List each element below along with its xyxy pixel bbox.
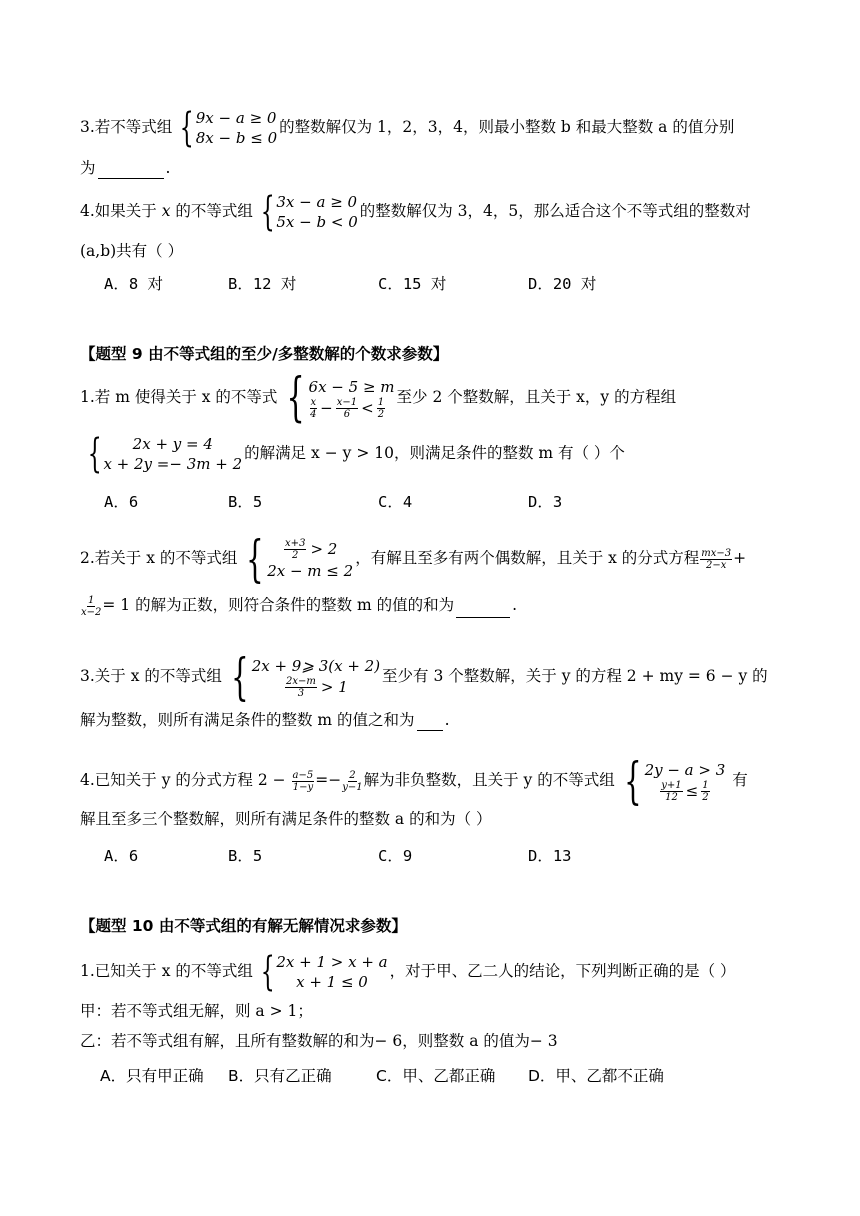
question-9-1-cont: [80, 431, 820, 477]
s9q2-prefix: 2.若关于 x 的不等式组: [80, 549, 238, 567]
option-c[interactable]: C．甲、乙都正确: [376, 1067, 496, 1085]
s9q4-prefix: 4.已知关于 y 的分式方程 2 −: [80, 771, 286, 789]
equation-system: { 2x + y = 4 x + 2y =− 3m + 2: [87, 431, 243, 477]
inequality-system: { 9x − a ≥ 0 8x − b ≤ 0: [180, 105, 278, 151]
fraction: $\frac{mx-3}{2-x}$: [701, 547, 732, 571]
fraction: $\frac{a-5}{1-y}$: [292, 769, 314, 793]
system-line: 2x + 9⩾ 3(x + 2): [251, 656, 381, 675]
fraction: $\frac{1}{2}$: [377, 396, 385, 420]
q3a-prefix: 3.若不等式组: [80, 118, 173, 136]
fraction: $\frac{2x-m}{3}$: [285, 675, 316, 699]
q3a-cont-suffix: .: [165, 159, 171, 177]
system-line: $\frac{2x-m}{3}$ > 1: [285, 675, 348, 699]
s9q2-end: .: [512, 596, 518, 614]
option-a[interactable]: A．6: [104, 493, 139, 511]
option-d[interactable]: D．13: [528, 847, 572, 865]
equals-minus: =−: [315, 771, 342, 789]
system-line: $\frac{y+1}{12}$ ≤ $\frac{1}{2}$: [661, 779, 709, 803]
s9q3-suffix: 至少有 3 个整数解，关于 y 的方程 2 + my = 6 − y 的: [382, 667, 768, 685]
fraction: $\frac{x}{4}$: [310, 396, 317, 420]
variable: x: [161, 202, 171, 220]
question-9-4-cont: [80, 808, 820, 830]
question-9-1: [80, 368, 820, 428]
s9q1-suffix2: 的解满足 x − y > 10，则满足条件的整数 m 有（ ）个: [244, 444, 625, 462]
question-9-2-cont: [80, 594, 820, 618]
q3a-cont-prefix: 为: [80, 159, 96, 177]
statement-jia: 甲：若不等式组无解，则 a > 1；: [80, 1002, 313, 1020]
option-b[interactable]: B．12 对: [228, 275, 297, 293]
fraction: $\frac{2}{y-1}$: [342, 769, 363, 793]
question-9-3: [80, 648, 820, 706]
inequality-system: { 2x + 1 > x + a x + 1 ≤ 0: [260, 949, 388, 995]
q4a-cont: (a,b)共有（ ）: [80, 242, 184, 260]
s9q4-suffix: 有: [732, 771, 748, 789]
inequality-system: { 3x − a ≥ 0 5x − b < 0: [260, 189, 358, 235]
system-line: $\frac{x+3}{2}$ > 2: [285, 537, 338, 561]
system-line: x + 2y =− 3m + 2: [103, 455, 243, 473]
system-line: 5x − b < 0: [276, 213, 358, 231]
question-4a-cont: [80, 240, 820, 262]
q4a-mid: 的不等式组: [175, 202, 253, 220]
question-3a-cont: [80, 156, 820, 179]
option-a[interactable]: A．8 对: [104, 275, 163, 293]
option-c[interactable]: C．15 对: [378, 275, 447, 293]
inequality-system: { 2x + 9⩾ 3(x + 2) $\frac{2x-m}{3}$ > 1: [231, 648, 381, 706]
plus-sign: +: [733, 549, 747, 567]
s9q4-text: 解为非负整数，且关于 y 的不等式组: [363, 771, 615, 789]
system-line: 9x − a ≥ 0: [195, 109, 277, 127]
inequality-system: { 2y − a > 3 $\frac{y+1}{12}$ ≤ $\frac{1}{2}$: [623, 752, 726, 810]
s9q2-cont: = 1 的解为正数，则符合条件的整数 m 的值的和为: [102, 596, 455, 614]
question-9-2: [80, 530, 820, 588]
system-line: 3x − a ≥ 0: [276, 193, 358, 211]
option-a[interactable]: A．6: [104, 847, 139, 865]
s9q3-end: .: [444, 711, 450, 729]
option-c[interactable]: C．9: [378, 847, 413, 865]
answer-blank[interactable]: [98, 156, 164, 179]
option-c[interactable]: C．4: [378, 493, 413, 511]
system-line: 2x − m ≤ 2: [267, 561, 354, 580]
system-line: 2y − a > 3: [644, 760, 726, 779]
question-3a: [80, 105, 820, 151]
system-line: 2x + y = 4: [132, 435, 213, 453]
option-d[interactable]: D．甲、乙都不正确: [528, 1067, 664, 1085]
answer-blank[interactable]: [456, 595, 510, 618]
system-line: 6x − 5 ≥ m: [308, 377, 395, 396]
inequality-system: { 6x − 5 ≥ m $\frac{x}{4}$ − $\frac{x-1}{6}$ < $\frac{1}{2}$: [286, 368, 395, 428]
question-10-1: [80, 949, 820, 995]
option-b[interactable]: B．5: [228, 493, 263, 511]
q4a-suffix: 的整数解仅为 3，4，5，那么适合这个不等式组的整数对: [359, 202, 751, 220]
section-title: 【题型 10 由不等式组的有解无解情况求参数】: [80, 917, 407, 935]
question-9-3-cont: [80, 708, 820, 731]
option-a[interactable]: A．只有甲正确: [100, 1067, 204, 1085]
s9q4-cont: 解且至多三个整数解，则所有满足条件的整数 a 的和为（ ）: [80, 810, 492, 828]
fraction: $\frac{1}{2}$: [702, 779, 709, 803]
s9q1-suffix: 至少 2 个整数解，且关于 x，y 的方程组: [396, 388, 677, 406]
system-line: x + 1 ≤ 0: [296, 973, 368, 991]
answer-blank[interactable]: [417, 708, 443, 731]
system-line: $\frac{x}{4}$ − $\frac{x-1}{6}$ < $\frac{1}{2}$: [310, 396, 385, 420]
fraction: $\frac{x-1}{6}$: [336, 396, 358, 420]
s10q1-suffix: ，对于甲、乙二人的结论，下列判断正确的是（ ）: [389, 962, 736, 980]
option-d[interactable]: D．20 对: [528, 275, 597, 293]
fraction: $\frac{x+3}{2}$: [285, 537, 306, 561]
s9q2-suffix: ，有解且至多有两个偶数解，且关于 x 的分式方程: [355, 549, 700, 567]
s10q1-prefix: 1.已知关于 x 的不等式组: [80, 962, 253, 980]
system-line: 2x + 1 > x + a: [276, 953, 388, 971]
statement-yi: 乙：若不等式组有解，且所有整数解的和为− 6，则整数 a 的值为− 3: [80, 1032, 558, 1050]
s9q1-prefix: 1.若 m 使得关于 x 的不等式: [80, 388, 278, 406]
section-title: 【题型 9 由不等式组的至少/多整数解的个数求参数】: [80, 345, 449, 363]
system-line: 8x − b ≤ 0: [195, 129, 278, 147]
question-9-4: [80, 752, 820, 810]
option-b[interactable]: B．只有乙正确: [228, 1067, 332, 1085]
option-d[interactable]: D．3: [528, 493, 563, 511]
inequality-system: { $\frac{x+3}{2}$ > 2 2x − m ≤ 2: [246, 530, 354, 588]
option-b[interactable]: B．5: [228, 847, 263, 865]
q4a-prefix: 4.如果关于: [80, 202, 157, 220]
question-4a: [80, 189, 820, 235]
q3a-suffix: 的整数解仅为 1，2，3，4，则最小整数 b 和最大整数 a 的值分别: [279, 118, 735, 136]
fraction: $\frac{1}{x-2}$: [81, 594, 102, 618]
s9q3-cont: 解为整数，则所有满足条件的整数 m 的值之和为: [80, 711, 415, 729]
s9q3-prefix: 3.关于 x 的不等式组: [80, 667, 222, 685]
fraction: $\frac{y+1}{12}$: [661, 779, 682, 803]
